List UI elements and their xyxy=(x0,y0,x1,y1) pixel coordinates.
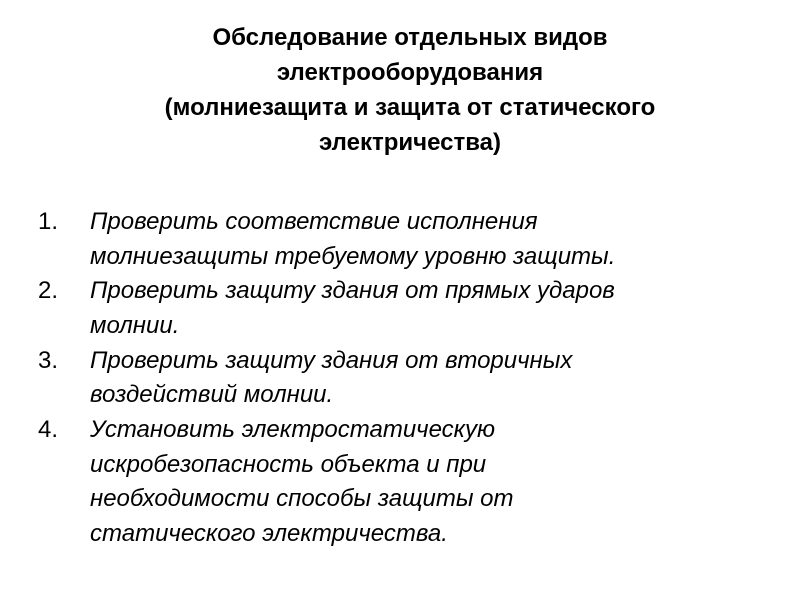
step-number: 1. xyxy=(38,208,59,235)
title-line: Обследование отдельных видов xyxy=(212,24,608,51)
step-text-line: Установить электростатическую xyxy=(90,416,496,444)
step-text-line: воздействий молнии. xyxy=(90,381,334,409)
title-line: (молниезащита и защита от статического xyxy=(164,94,656,122)
list-item xyxy=(0,413,780,552)
step-text-line: искробезопасность объекта и при xyxy=(90,450,487,478)
step-text-line: статического электричества. xyxy=(90,520,448,548)
slide-title xyxy=(60,20,760,160)
list-item xyxy=(0,274,780,343)
steps-list xyxy=(0,205,780,552)
step-text-line: молниезащиты требуемому уровню защиты. xyxy=(90,242,616,270)
step-text-line: молнии. xyxy=(90,312,180,340)
step-number: 4. xyxy=(38,416,59,444)
title-line: электричества) xyxy=(319,129,501,157)
step-text-line: необходимости способы защиты от xyxy=(90,485,514,513)
step-number: 3. xyxy=(38,346,59,374)
list-item xyxy=(0,205,780,274)
list-item xyxy=(0,344,780,413)
step-number: 2. xyxy=(38,277,59,305)
step-text-line: Проверить защиту здания от вторичных xyxy=(90,346,573,374)
step-text-line: Проверить соответствие исполнения xyxy=(90,208,538,235)
step-text-line: Проверить защиту здания от прямых ударов xyxy=(90,277,615,305)
title-line: электрооборудования xyxy=(276,59,544,87)
